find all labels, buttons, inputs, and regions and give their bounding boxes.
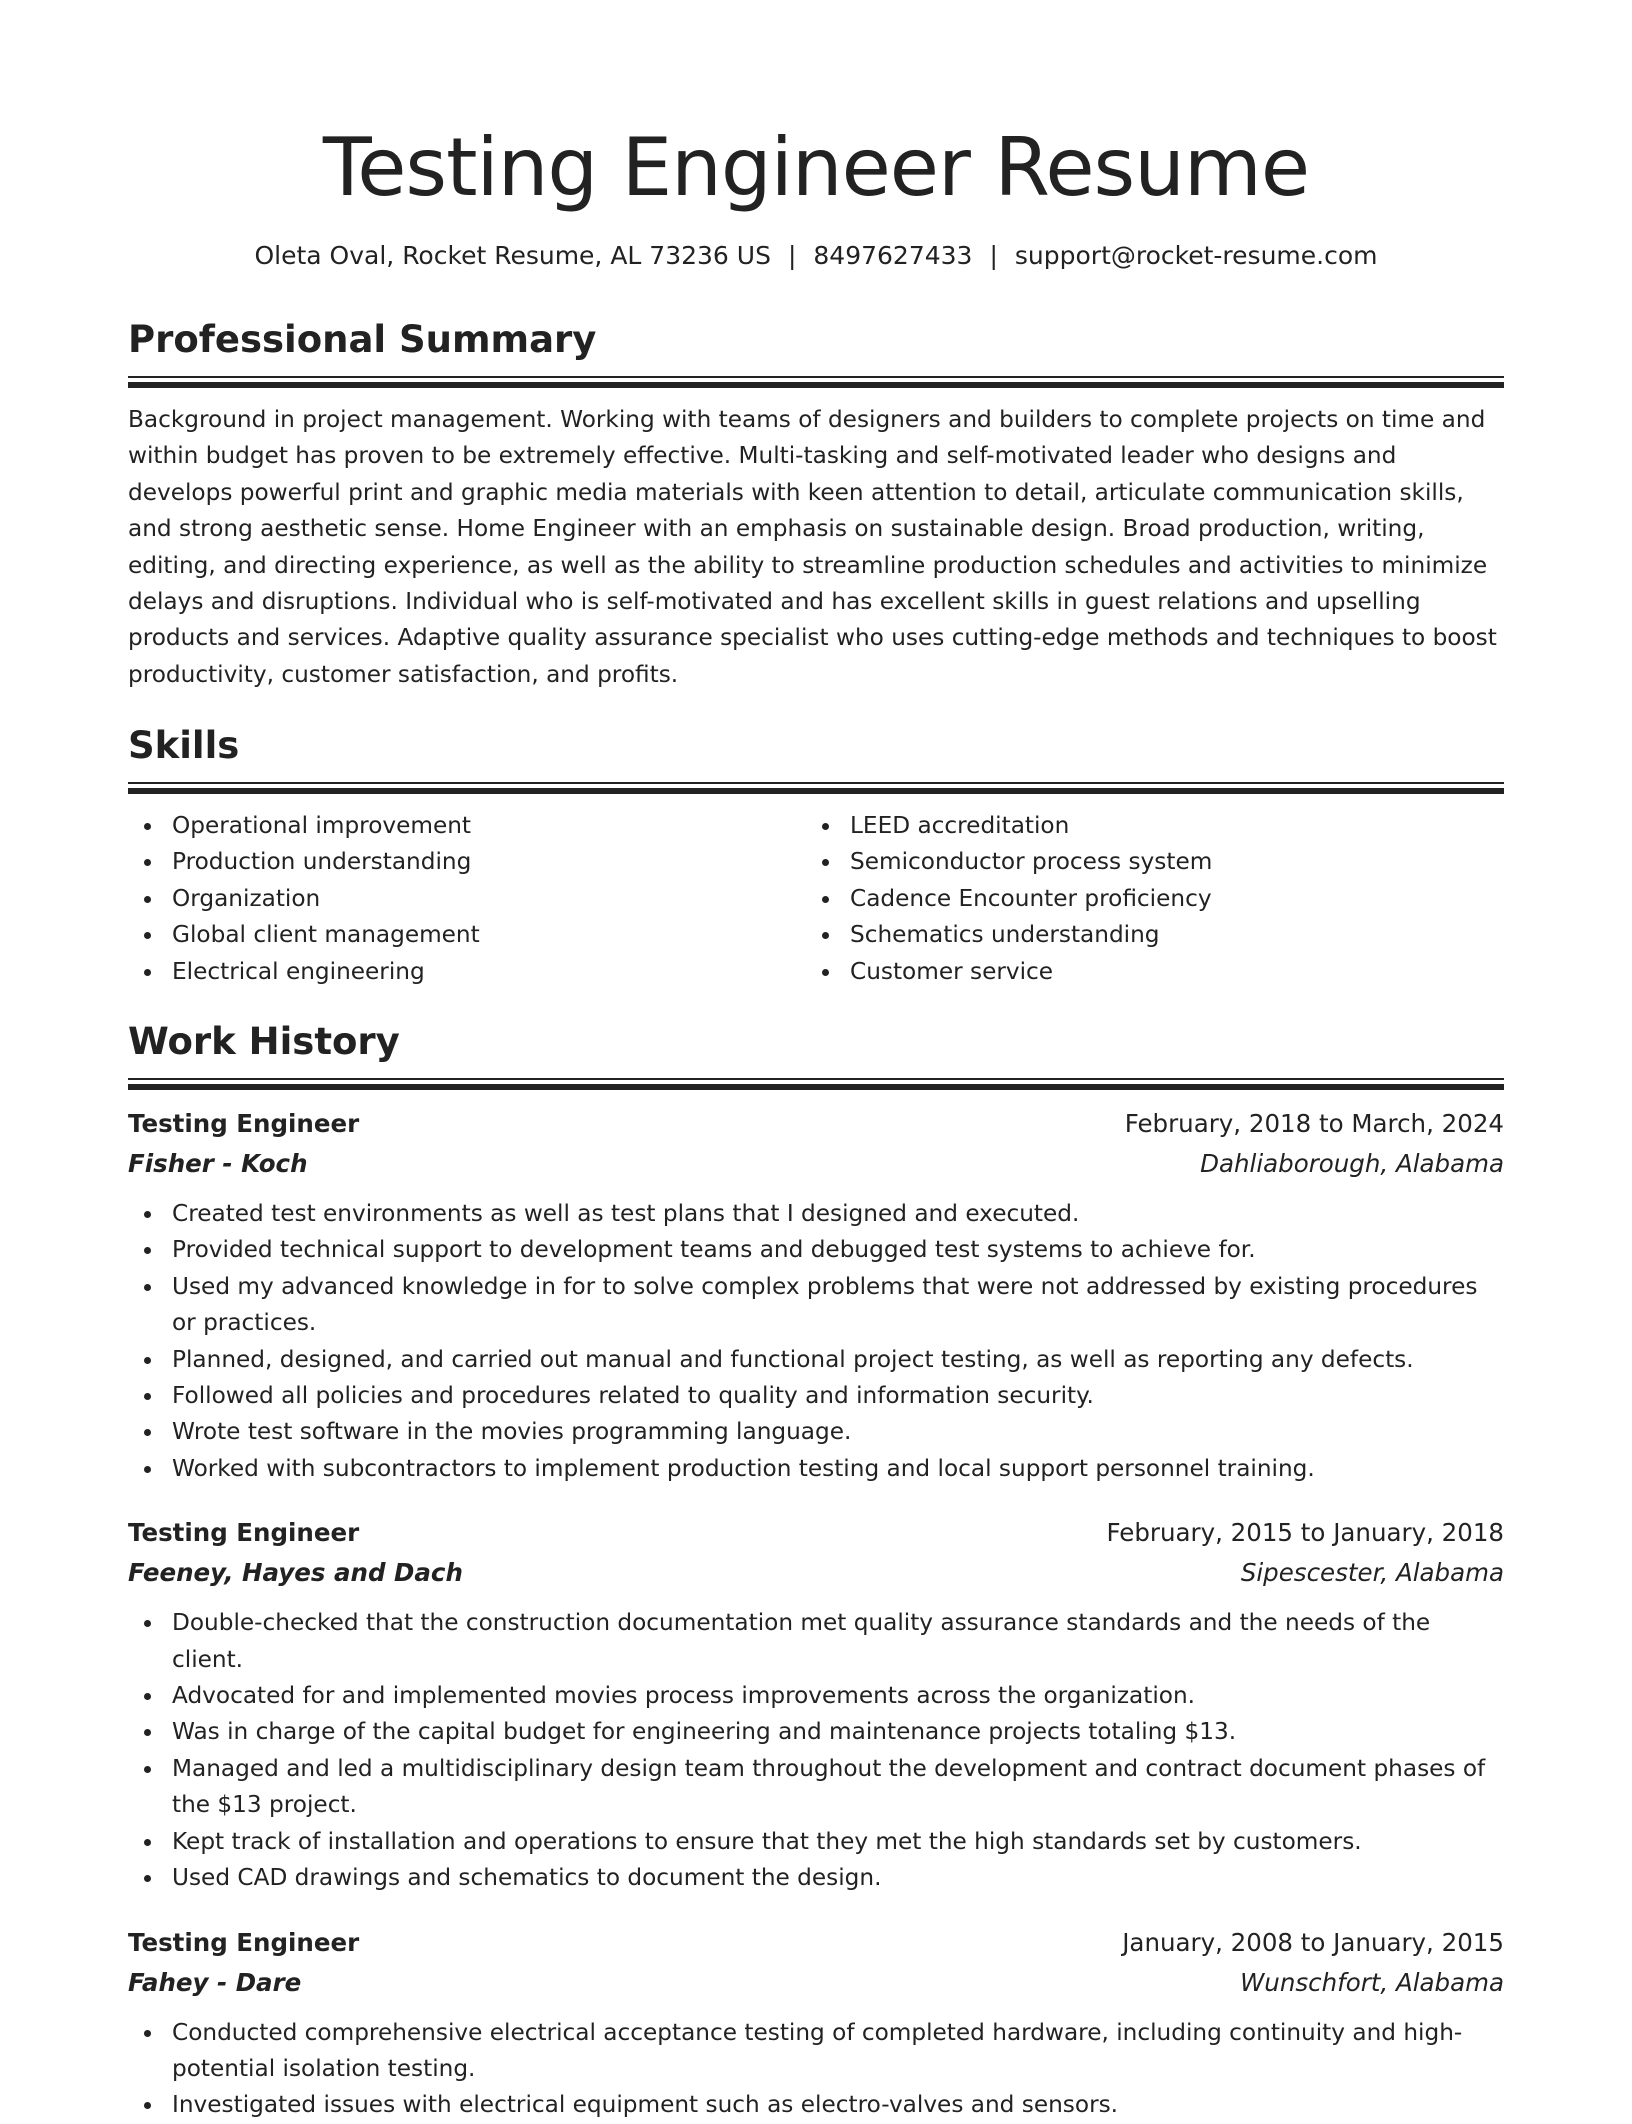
skill-item: Cadence Encounter proficiency (806, 881, 1484, 917)
job-duty-item: Planned, designed, and carried out manual and functional project testing, as well as reporting any defects. (128, 1342, 1504, 1378)
skill-item: Semiconductor process system (806, 844, 1484, 880)
job-duty-item: Worked with subcontractors to implement production testing and local support personnel training. (128, 1451, 1504, 1487)
section-divider-thick (128, 788, 1504, 794)
job-duty-item: Followed all policies and procedures related to quality and information security. (128, 1378, 1504, 1414)
job-location: Wunschfort, Alabama (1240, 1967, 1504, 1997)
section-divider-thin (128, 1078, 1504, 1080)
skills-section (128, 722, 1504, 990)
contact-email: support@rocket-resume.com (1014, 241, 1378, 270)
job-entry (128, 1923, 1504, 2124)
job-duty-item: Conducted comprehensive electrical acceptance testing of completed hardware, including continuity and high-potential isolation testing. (128, 2015, 1504, 2088)
job-subheader (128, 1144, 1504, 1184)
resume-title: Testing Engineer Resume (322, 121, 1310, 214)
section-divider-thick (128, 382, 1504, 388)
skill-item: Organization (128, 881, 806, 917)
skill-item: Electrical engineering (128, 954, 806, 990)
contact-address: Oleta Oval, Rocket Resume, AL 73236 US (254, 241, 771, 270)
summary-heading: Professional Summary (128, 318, 597, 361)
contact-line (0, 236, 1632, 276)
job-title: Testing Engineer (128, 1927, 360, 1957)
skills-columns (128, 808, 1504, 990)
skill-item: Operational improvement (128, 808, 806, 844)
skills-list-left (128, 808, 806, 990)
job-dates: February, 2015 to January, 2018 (1106, 1518, 1504, 1548)
contact-phone: 8497627433 (813, 241, 973, 270)
job-duty-item: Advocated for and implemented movies process improvements across the organization. (128, 1678, 1504, 1714)
job-duty-item: Provided technical support to development teams and debugged test systems to achieve for. (128, 1232, 1504, 1268)
job-duty-item: Double-checked that the construction documentation met quality assurance standards and the needs of the client. (128, 1605, 1504, 1678)
job-duties (128, 2015, 1504, 2124)
job-employer: Fahey - Dare (128, 1967, 302, 1997)
section-divider-thin (128, 782, 1504, 784)
job-duty-item: Created test environments as well as test plans that I designed and executed. (128, 1196, 1504, 1232)
job-duty-item: Used my advanced knowledge in for to solve complex problems that were not addressed by existing procedures or practices. (128, 1269, 1504, 1342)
job-dates: February, 2018 to March, 2024 (1124, 1109, 1504, 1138)
job-title: Testing Engineer (128, 1518, 360, 1548)
job-duty-item: Kept track of installation and operations to ensure that they met the high standards set by customers. (128, 1824, 1504, 1860)
section-divider-thin (128, 376, 1504, 378)
job-subheader (128, 1963, 1504, 2003)
job-subheader (128, 1553, 1504, 1593)
contact-separator: | (787, 241, 797, 270)
job-employer: Feeney, Hayes and Dach (128, 1558, 463, 1588)
job-entry (128, 1513, 1504, 1896)
skill-item: Production understanding (128, 844, 806, 880)
work-history-section (128, 1018, 1504, 2124)
skill-item: Global client management (128, 917, 806, 953)
summary-text: Background in project management. Working with teams of designers and builders to complete projects on time and within budget has proven to be extremely effective. Multi-tasking and self-motivated leader who designs and develops powerful print and graphic media materials with keen attention to detail, articulate communication skills, and strong aesthetic sense. Home Engineer with an emphasis on sustainable design. Broad production, writing, editing, and directing experience, as well as the ability to streamline production schedules and activities to minimize delays and disruptions. Individual who is self-motivated and has excellent skills in guest relations and upselling products and services. Adaptive quality assurance specialist who uses cutting-edge methods and techniques to boost productivity, customer satisfaction, and profits. (128, 406, 1497, 688)
skill-item: Customer service (806, 954, 1484, 990)
job-duty-item: Was in charge of the capital budget for engineering and maintenance projects totaling $13. (128, 1714, 1504, 1750)
job-header (128, 1104, 1504, 1144)
job-employer: Fisher - Koch (128, 1149, 308, 1178)
job-duty-item: Managed and led a multidisciplinary design team throughout the development and contract document phases of the $13 project. (128, 1751, 1504, 1824)
job-header (128, 1923, 1504, 1963)
skills-list-right (806, 808, 1484, 990)
job-duty-item: Used CAD drawings and schematics to document the design. (128, 1860, 1504, 1896)
summary-section (128, 316, 1504, 693)
job-duties (128, 1196, 1504, 1487)
job-location: Sipescester, Alabama (1240, 1558, 1504, 1588)
job-duty-item: Investigated issues with electrical equipment such as electro-valves and sensors. (128, 2087, 1504, 2123)
skills-heading: Skills (128, 724, 240, 767)
job-header (128, 1513, 1504, 1553)
job-duties (128, 1605, 1504, 1896)
job-title: Testing Engineer (128, 1109, 360, 1138)
job-dates: January, 2008 to January, 2015 (1122, 1927, 1504, 1957)
skill-item: Schematics understanding (806, 917, 1484, 953)
section-divider-thick (128, 1084, 1504, 1090)
job-location: Dahliaborough, Alabama (1200, 1149, 1504, 1178)
work-history-heading: Work History (128, 1020, 400, 1063)
skill-item: LEED accreditation (806, 808, 1484, 844)
job-duty-item: Wrote test software in the movies programming language. (128, 1414, 1504, 1450)
contact-separator: | (989, 241, 998, 270)
job-entry (128, 1104, 1504, 1487)
